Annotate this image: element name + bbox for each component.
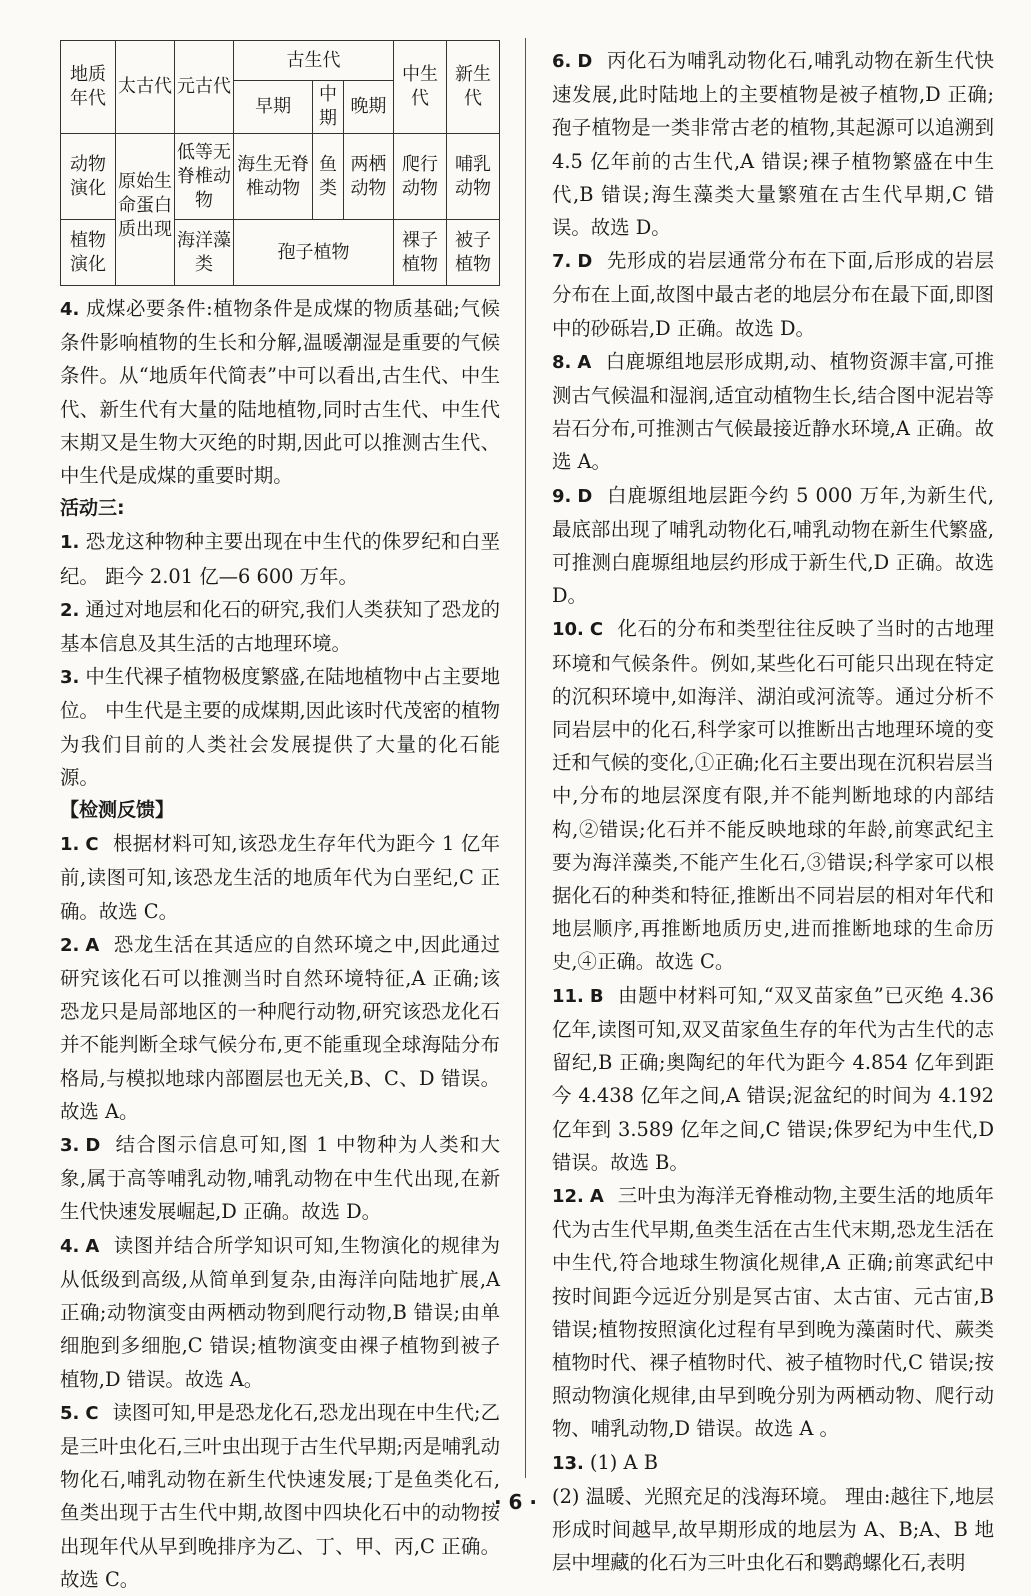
table-cell-proterozoic-animal: 低等无脊椎动物 — [175, 134, 234, 220]
table-cell-paleozoic-plant: 孢子植物 — [234, 220, 394, 286]
page-number: · 6 · — [493, 1490, 538, 1514]
geologic-era-table — [60, 40, 500, 286]
answer-item: 12. A 三叶虫为海洋无脊椎动物,主要生活的地质年代为古生代早期,鱼类生活在古生代末期,恐龙生活在中生代,符合地球生物演化规律,A 正确;前寒武纪中按时间距今远近分别是冥古宙、太古宙、元古宙,B 错误;植物按照演化过程有早到晚为藻菌时代、蕨类植物时代、裸子植物时代、被子植物时代,C 错误;按照动物演化规律,由早到晚分别为两栖动物、爬行动物、哺乳动物,D 错误。故选 A 。 — [552, 1183, 994, 1441]
answer-item: 3. 中生代裸子植物极度繁盛,在陆地植物中占主要地位。 中生代是主要的成煤期,因此该时代茂密的植物为我们目前的人类社会发展提供了大量的化石能源。 — [60, 665, 500, 789]
table-cell-early-animal: 海生无脊椎动物 — [234, 134, 313, 220]
table-cell-archean-animal: 原始生命蛋白质出现 — [116, 134, 175, 286]
answer-item-continued: (2) 温暖、光照充足的浅海环境。 理由:越往下,地层形成时间越早,故早期形成的地层为 A、B;A、B 地层中埋藏的化石为三叶虫化石和鹦鹉螺化石,表明 — [552, 1484, 994, 1575]
answer-item: 4. A 读图并结合所学知识可知,生物演化的规律为从低级到高级,从简单到复杂,由海洋向陆地扩展,A 正确;动物演变由两栖动物到爬行动物,B 错误;由单细胞到多细胞,C 错误;植物演变由裸子植物到被子植物,D 错误。故选 A。 — [60, 1233, 500, 1391]
section-heading-activity-3: 活动三: — [60, 497, 125, 520]
answer-item: 6. D 丙化石为哺乳动物化石,哺乳动物在新生代快速发展,此时陆地上的主要植物是被子植物,D 正确;孢子植物是一类非常古老的植物,其起源可以追溯到 4.5 亿年前的古生代,A 错误;裸子植物繁盛在中生代,B 错误;海生藻类大量繁殖在古生代早期,C 错误。故选 D。 — [552, 49, 994, 240]
answer-item: 5. C 读图可知,甲是恐龙化石,恐龙出现在中生代;乙是三叶虫化石,三叶虫出现于古生代早期;丙是哺乳动物化石,哺乳动物在新生代快速发展;丁是鱼类化石,鱼类出现于古生代中期,故图中四块化石中的动物按出现年代从早到晚排序为乙、丁、甲、丙,C 正确。故选 C。 — [60, 1400, 500, 1591]
answer-item: 8. A 白鹿塬组地层形成期,动、植物资源丰富,可推测古气候温和湿润,适宜动植物生长,结合图中泥岩等岩石分布,可推测古气候最接近静水环境,A 正确。故选 A。 — [552, 349, 994, 474]
table-cell-proterozoic-plant: 海洋藻类 — [175, 220, 234, 286]
table-cell-mesozoic-animal: 爬行动物 — [394, 134, 447, 220]
table-header-era: 地质年代 — [61, 41, 116, 134]
section-heading-test-feedback: 【检测反馈】 — [60, 799, 175, 822]
table-cell-cenozoic-plant: 被子植物 — [447, 220, 500, 286]
table-header-early: 早期 — [234, 81, 313, 134]
answer-item: 2. A 恐龙生活在其适应的自然环境之中,因此通过研究该化石可以推测当时自然环境特征,A 正确;该恐龙只是局部地区的一种爬行动物,研究该恐龙化石并不能判断全球气候分布,更不能重现全球海陆分布格局,与模拟地球内部圈层也无关,B、C、D 错误。故选 A。 — [60, 932, 500, 1123]
table-cell-middle-animal: 鱼类 — [313, 134, 344, 220]
table-header-mesozoic: 中生代 — [394, 41, 447, 134]
table-header-proterozoic: 元古代 — [175, 41, 234, 134]
table-header-paleozoic: 古生代 — [234, 41, 394, 81]
answer-item: 1. 恐龙这种物种主要出现在中生代的侏罗纪和白垩纪。 距今 2.01 亿—6 600 万年。 — [60, 530, 500, 588]
table-cell-mesozoic-plant: 裸子植物 — [394, 220, 447, 286]
column-divider — [525, 38, 526, 1478]
left-column — [60, 40, 500, 1596]
answer-item: 9. D 白鹿塬组地层距今约 5 000 万年,为新生代,最底部出现了哺乳动物化石,哺乳动物在新生代繁盛,可推测白鹿塬组地层约形成于新生代,D 正确。故选 D。 — [552, 483, 994, 608]
table-row-label-plant: 植物演化 — [61, 220, 116, 286]
answer-item: 3. D 结合图示信息可知,图 1 中物种为人类和大象,属于高等哺乳动物,哺乳动物在中生代出现,在新生代快速发展崛起,D 正确。故选 D。 — [60, 1133, 500, 1224]
answer-item: 11. B 由题中材料可知,“双叉苗家鱼”已灭绝 4.36 亿年,读图可知,双叉苗家鱼生存的年代为古生代的志留纪,B 正确;奥陶纪的年代为距今 4.854 亿年到距今 4.438 亿年之间,A 错误;泥盆纪的时间为 4.192 亿年到 3.589 亿年之间,C 错误;侏罗纪为中生代,D 错误。故选 B。 — [552, 983, 994, 1174]
table-row-label-animal: 动物演化 — [61, 134, 116, 220]
right-column — [552, 44, 994, 1579]
answer-item: 13. (1) A B — [552, 1450, 658, 1474]
table-header-archean: 太古代 — [116, 41, 175, 134]
table-cell-cenozoic-animal: 哺乳动物 — [447, 134, 500, 220]
answer-item: 2. 通过对地层和化石的研究,我们人类获知了恐龙的基本信息及其生活的古地理环境。 — [60, 597, 500, 656]
answer-item: 4. 成煤必要条件:植物条件是成煤的物质基础;气候条件影响植物的生长和分解,温暖潮湿是重要的气候条件。从“地质年代简表”中可以看出,古生代、中生代、新生代有大量的陆地植物,同时古生代、中生代末期又是生物大灭绝的时期,因此可以推测古生代、中生代是成煤的重要时期。 — [60, 297, 500, 488]
answer-item: 1. C 根据材料可知,该恐龙生存年代为距今 1 亿年前,读图可知,该恐龙生活的地质年代为白垩纪,C 正确。故选 C。 — [60, 832, 500, 923]
answer-item: 7. D 先形成的岩层通常分布在下面,后形成的岩层分布在上面,故图中最古老的地层分布在最下面,即图中的砂砾岩,D 正确。故选 D。 — [552, 249, 994, 340]
table-cell-late-animal: 两栖动物 — [343, 134, 393, 220]
table-header-middle: 中期 — [313, 81, 344, 134]
table-header-late: 晚期 — [343, 81, 393, 134]
table-header-cenozoic: 新生代 — [447, 41, 500, 134]
answer-item: 10. C 化石的分布和类型往往反映了当时的古地理环境和气候条件。例如,某些化石可能只出现在特定的沉积环境中,如海洋、湖泊或河流等。通过分析不同岩层中的化石,科学家可以推断出古地理环境的变迁和气候的变化,①正确;化石主要出现在沉积岩层当中,分布的地层深度有限,并不能判断地球的内部结构,②错误;化石并不能反映地球的年龄,前寒武纪主要为海洋藻类,不能产生化石,③错误;科学家可以根据化石的种类和特征,推断出不同岩层的相对年代和地层顺序,再推断地质历史,进而推断地球的生命历史,④正确。故选 C。 — [552, 617, 994, 974]
